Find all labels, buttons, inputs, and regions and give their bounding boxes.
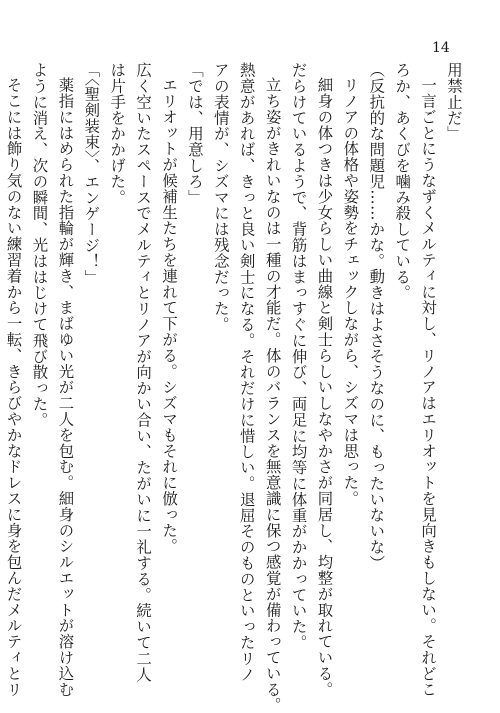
text-line: 細身の体つきは少女らしい曲線と剣士らしいしなやかさが同居し、均整が取れている。: [315, 77, 334, 698]
text-line: エリオットが候補生たちを連れて下がる。シズマもそれに倣った。: [160, 77, 179, 555]
text-line: だらけているようで、背筋はまっすぐに伸び、両足に均等に体重がかかっていた。: [289, 62, 308, 651]
text-line: 薬指にはめられた指輪が輝き、まばゆい光が二人を包む。細身のシルエットが溶け込む: [56, 77, 75, 698]
text-line: ように消え、次の瞬間、光ははじけて飛び散った。: [30, 62, 49, 428]
text-line: アの表情が、シズマには残念だった。: [211, 62, 230, 333]
text-line: 立ち姿がきれいなのは一種の才能だ。体のバランスを無意識に保つ感覚が備わっている。: [263, 77, 282, 713]
text-line: 「〈聖剣装束〉、エンゲージ！」: [82, 62, 101, 286]
body-text: [0, 62, 466, 713]
text-line: 熱意があれば、きっと良い剣士になる。それだけに惜しい。退屈そのものといったリノ: [237, 62, 256, 683]
text-line: 「では、用意しろ」: [185, 62, 204, 206]
text-line: （反抗的な問題児……かな。動きはよさそうなのに、もったいないな）: [367, 62, 386, 571]
text-line: そこには飾り気のない練習着から一転、きらびやかなドレスに身を包んだメルティとリ: [4, 77, 23, 698]
page-number: 14: [432, 40, 450, 56]
text-line: 用禁止だ」: [445, 62, 463, 142]
text-line: 一言ごとにうなずくメルティに対し、リノアはエリオットを見向きもしない。それどこ: [419, 77, 438, 698]
text-line: ろか、あくびを噛み殺している。: [393, 62, 412, 301]
text-line: 広く空いたスペースでメルティとリノアが向かい合い、たがいに一礼する。続いて二人: [134, 62, 153, 683]
text-line: は片手をかかげた。: [108, 62, 127, 206]
text-line: リノアの体格や姿勢をチェックしながら、シズマは思った。: [341, 77, 360, 507]
